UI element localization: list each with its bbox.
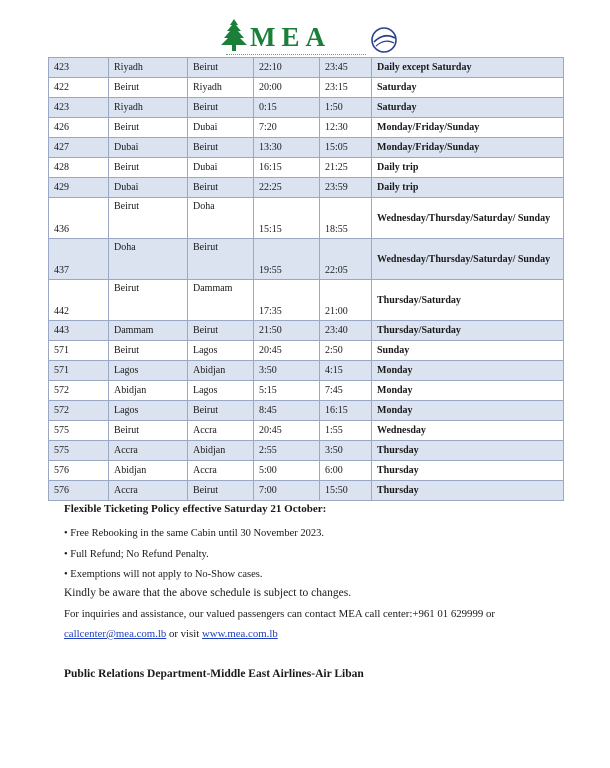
- destination-cell: Lagos: [188, 381, 254, 401]
- origin-cell: Beirut: [109, 198, 188, 239]
- flight-number-cell: 437: [49, 239, 109, 280]
- days-cell: Monday: [372, 381, 564, 401]
- days-cell: Monday/Friday/Sunday: [372, 138, 564, 158]
- arrival-cell: 15:05: [320, 138, 372, 158]
- arrival-cell: 1:55: [320, 421, 372, 441]
- table-row: [49, 441, 564, 461]
- origin-cell: Beirut: [109, 421, 188, 441]
- table-row: [49, 280, 564, 321]
- cedar-tree-icon: [220, 18, 248, 52]
- departure-cell: 20:45: [254, 421, 320, 441]
- flight-number-cell: 575: [49, 421, 109, 441]
- flight-number-cell: 571: [49, 341, 109, 361]
- flight-number-cell: 436: [49, 198, 109, 239]
- table-row: [49, 321, 564, 341]
- inquiry-text: For inquiries and assistance, our valued passengers can contact MEA call center:+961 01 629999 or: [64, 608, 495, 620]
- departure-cell: 16:15: [254, 158, 320, 178]
- flight-number-cell: 423: [49, 98, 109, 118]
- days-cell: Thursday/Saturday: [372, 321, 564, 341]
- arrival-cell: 3:50: [320, 441, 372, 461]
- policy-bullet-exemptions: • Exemptions will not apply to No-Show cases.: [64, 569, 263, 580]
- destination-cell: Beirut: [188, 239, 254, 280]
- contact-line: [64, 628, 278, 640]
- departure-cell: 0:15: [254, 98, 320, 118]
- origin-cell: Accra: [109, 481, 188, 501]
- policy-title: Flexible Ticketing Policy effective Saturday 21 October:: [64, 503, 327, 515]
- days-cell: Saturday: [372, 78, 564, 98]
- destination-cell: Beirut: [188, 138, 254, 158]
- table-row: [49, 401, 564, 421]
- skyteam-icon: [368, 24, 400, 56]
- arrival-cell: 7:45: [320, 381, 372, 401]
- flight-number-cell: 575: [49, 441, 109, 461]
- departure-cell: 3:50: [254, 361, 320, 381]
- arrival-cell: 21:00: [320, 280, 372, 321]
- table-row: [49, 239, 564, 280]
- flight-number-cell: 422: [49, 78, 109, 98]
- origin-cell: Riyadh: [109, 58, 188, 78]
- flight-number-cell: 427: [49, 138, 109, 158]
- destination-cell: Abidjan: [188, 361, 254, 381]
- destination-cell: Dammam: [188, 280, 254, 321]
- destination-cell: Accra: [188, 421, 254, 441]
- schedule-change-notice: Kindly be aware that the above schedule is subject to changes.: [64, 587, 352, 599]
- origin-cell: Dubai: [109, 178, 188, 198]
- days-cell: Thursday: [372, 461, 564, 481]
- table-row: [49, 178, 564, 198]
- days-cell: Daily trip: [372, 158, 564, 178]
- arrival-cell: 1:50: [320, 98, 372, 118]
- flight-number-cell: 442: [49, 280, 109, 321]
- arrival-cell: 6:00: [320, 461, 372, 481]
- schedule-body: [49, 58, 564, 501]
- table-row: [49, 461, 564, 481]
- flight-number-cell: 428: [49, 158, 109, 178]
- table-row: [49, 198, 564, 239]
- or-visit-text: or visit: [166, 628, 202, 640]
- policy-bullet-rebooking: • Free Rebooking in the same Cabin until 30 November 2023.: [64, 528, 325, 539]
- origin-cell: Beirut: [109, 78, 188, 98]
- table-row: [49, 118, 564, 138]
- days-cell: Wednesday/Thursday/Saturday/ Sunday: [372, 239, 564, 280]
- table-row: [49, 58, 564, 78]
- days-cell: Daily trip: [372, 178, 564, 198]
- departure-cell: 22:25: [254, 178, 320, 198]
- origin-cell: Beirut: [109, 341, 188, 361]
- website-link[interactable]: www.mea.com.lb: [201, 628, 278, 640]
- destination-cell: Beirut: [188, 98, 254, 118]
- origin-cell: Accra: [109, 441, 188, 461]
- departure-cell: 13:30: [254, 138, 320, 158]
- mea-logo: [218, 18, 408, 62]
- flight-number-cell: 576: [49, 461, 109, 481]
- origin-cell: Riyadh: [109, 98, 188, 118]
- flight-number-cell: 443: [49, 321, 109, 341]
- destination-cell: Dubai: [188, 118, 254, 138]
- departure-cell: 7:00: [254, 481, 320, 501]
- flight-schedule-table: [48, 57, 564, 501]
- destination-cell: Beirut: [188, 321, 254, 341]
- arrival-cell: 15:50: [320, 481, 372, 501]
- departure-cell: 21:50: [254, 321, 320, 341]
- arrival-cell: 2:50: [320, 341, 372, 361]
- table-row: [49, 138, 564, 158]
- departure-cell: 5:00: [254, 461, 320, 481]
- footer-department: Public Relations Department-Middle East Airlines-Air Liban: [64, 668, 364, 680]
- brand-wordmark: MEA: [250, 22, 331, 52]
- origin-cell: Lagos: [109, 401, 188, 421]
- flight-number-cell: 426: [49, 118, 109, 138]
- days-cell: Wednesday: [372, 421, 564, 441]
- arrival-cell: 22:05: [320, 239, 372, 280]
- days-cell: Saturday: [372, 98, 564, 118]
- email-link[interactable]: callcenter@mea.com.lb: [64, 628, 167, 640]
- arrival-cell: 23:40: [320, 321, 372, 341]
- table-row: [49, 341, 564, 361]
- arrival-cell: 23:45: [320, 58, 372, 78]
- flight-number-cell: 571: [49, 361, 109, 381]
- table-row: [49, 361, 564, 381]
- table-row: [49, 381, 564, 401]
- origin-cell: Abidjan: [109, 461, 188, 481]
- departure-cell: 8:45: [254, 401, 320, 421]
- flight-number-cell: 576: [49, 481, 109, 501]
- destination-cell: Beirut: [188, 58, 254, 78]
- arrival-cell: 16:15: [320, 401, 372, 421]
- flight-number-cell: 572: [49, 401, 109, 421]
- days-cell: Monday: [372, 361, 564, 381]
- origin-cell: Beirut: [109, 118, 188, 138]
- arrival-cell: 4:15: [320, 361, 372, 381]
- table-row: [49, 421, 564, 441]
- destination-cell: Beirut: [188, 401, 254, 421]
- departure-cell: 22:10: [254, 58, 320, 78]
- departure-cell: 7:20: [254, 118, 320, 138]
- flight-number-cell: 572: [49, 381, 109, 401]
- table-row: [49, 481, 564, 501]
- policy-bullet-refund: • Full Refund; No Refund Penalty.: [64, 549, 209, 560]
- days-cell: Thursday: [372, 481, 564, 501]
- days-cell: Monday: [372, 401, 564, 421]
- origin-cell: Doha: [109, 239, 188, 280]
- destination-cell: Accra: [188, 461, 254, 481]
- destination-cell: Dubai: [188, 158, 254, 178]
- destination-cell: Beirut: [188, 481, 254, 501]
- destination-cell: Riyadh: [188, 78, 254, 98]
- destination-cell: Beirut: [188, 178, 254, 198]
- days-cell: Monday/Friday/Sunday: [372, 118, 564, 138]
- days-cell: Wednesday/Thursday/Saturday/ Sunday: [372, 198, 564, 239]
- table-row: [49, 78, 564, 98]
- origin-cell: Abidjan: [109, 381, 188, 401]
- departure-cell: 20:00: [254, 78, 320, 98]
- origin-cell: Beirut: [109, 158, 188, 178]
- origin-cell: Dammam: [109, 321, 188, 341]
- days-cell: Sunday: [372, 341, 564, 361]
- arrival-cell: 12:30: [320, 118, 372, 138]
- departure-cell: 20:45: [254, 341, 320, 361]
- arrival-cell: 18:55: [320, 198, 372, 239]
- origin-cell: Beirut: [109, 280, 188, 321]
- arrival-cell: 21:25: [320, 158, 372, 178]
- table-row: [49, 158, 564, 178]
- flight-number-cell: 423: [49, 58, 109, 78]
- days-cell: Thursday/Saturday: [372, 280, 564, 321]
- departure-cell: 19:55: [254, 239, 320, 280]
- origin-cell: Dubai: [109, 138, 188, 158]
- days-cell: Thursday: [372, 441, 564, 461]
- origin-cell: Lagos: [109, 361, 188, 381]
- table-row: [49, 98, 564, 118]
- destination-cell: Doha: [188, 198, 254, 239]
- departure-cell: 15:15: [254, 198, 320, 239]
- flight-number-cell: 429: [49, 178, 109, 198]
- destination-cell: Lagos: [188, 341, 254, 361]
- departure-cell: 17:35: [254, 280, 320, 321]
- days-cell: Daily except Saturday: [372, 58, 564, 78]
- departure-cell: 5:15: [254, 381, 320, 401]
- arrival-cell: 23:15: [320, 78, 372, 98]
- destination-cell: Abidjan: [188, 441, 254, 461]
- arrival-cell: 23:59: [320, 178, 372, 198]
- departure-cell: 2:55: [254, 441, 320, 461]
